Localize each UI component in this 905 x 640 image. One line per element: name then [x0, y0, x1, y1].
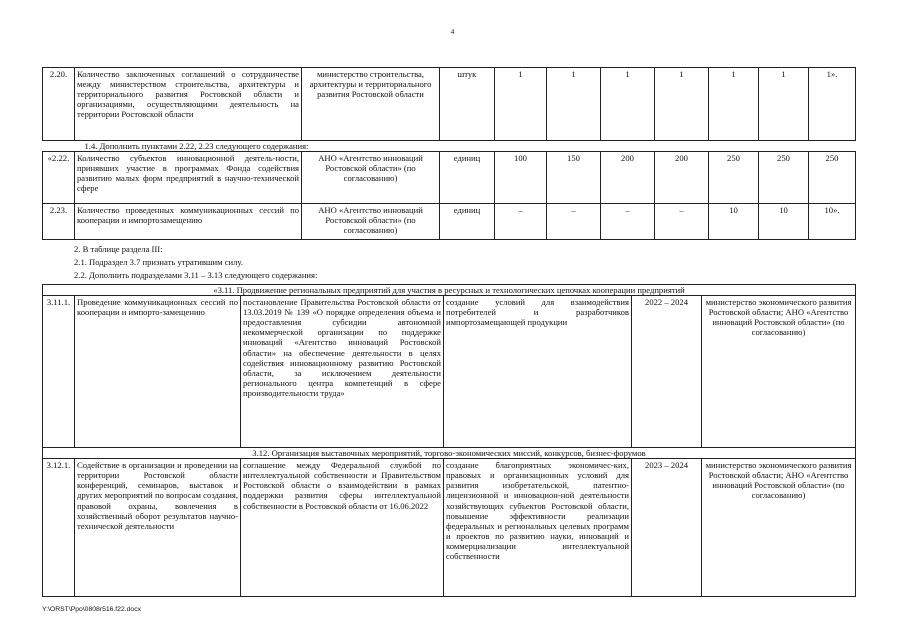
value-cell: – — [655, 204, 709, 240]
row-number: «2.22. — [43, 152, 75, 204]
intro-text: 1.4. Дополнить пунктами 2.22, 2.23 следующего содержания: — [43, 141, 856, 152]
unit: штук — [440, 68, 495, 141]
value-cell: – — [495, 204, 547, 240]
executor: министерство экономического развития Ростовской области; АНО «Агентство инноваций Ростовской области» (по согласованию) — [702, 459, 856, 597]
indicator-name: Количество заключенных соглашений о сотрудничестве между министерством строительства, архитектуры и территориального развития Ростовской области и организациями, осуществляющими деятельность на территории Ростовской области — [75, 68, 302, 141]
basis: соглашение между Федеральной службой по интеллектуальной собственности и Правительством Ростовской области о взаимодействии в рамках поддержки развития сферы интеллектуальной собственности в Ростовской области от 16.06.2022 — [241, 459, 444, 597]
value-cell: 200 — [601, 152, 655, 204]
indicator-name: Количество субъектов инновационной деятель-ности, принявших участие в программах Фонда содействия развитию малых форм предприятий в научно-технической сфере — [75, 152, 302, 204]
row-number: 2.23. — [43, 204, 75, 240]
measure-name: Содействие в организации и проведении на территории Ростовской области конференций, семинаров, выставок и других мероприятий по вопросам создания, правовой охраны, вовлечения в хозяйственный оборот результатов научно-технической деятельности — [75, 459, 241, 597]
value-cell: 1 — [495, 68, 547, 141]
value-cell: 10». — [809, 204, 856, 240]
paragraph: 2. В таблице раздела III: — [74, 244, 163, 254]
measures-table — [42, 284, 856, 597]
section-row — [43, 448, 856, 459]
value-cell: 100 — [495, 152, 547, 204]
table-row-2-20 — [43, 68, 856, 141]
value-cell: 1 — [601, 68, 655, 141]
executor: министерство экономического развития Ростовской области; АНО «Агентство инноваций Ростовской области» (по согласованию) — [702, 296, 856, 448]
value-cell: 10 — [709, 204, 759, 240]
unit: единиц — [440, 152, 495, 204]
table-row-2-22 — [43, 152, 856, 204]
value-cell: 250 — [759, 152, 809, 204]
result: создание благоприятных экономичес-ких, правовых и организационных условий для развития изобретательской, патентно-лицензионной и инновацион-ной деятельности хозяйствующих субъектов Ростовской области, повышение эффективности реализации федеральных и региональных целевых программ и проектов по развитию науки, инноваций и коммерциализации интеллектуальной собственности — [444, 459, 632, 597]
row-number: 3.11.1. — [43, 296, 75, 448]
page-number: 4 — [450, 28, 455, 36]
row-number: 2.20. — [43, 68, 75, 141]
intro-row — [43, 141, 856, 152]
measure-name: Проведение коммуникационных сессий по кооперации и импорто-замещению — [75, 296, 241, 448]
value-cell: 10 — [759, 204, 809, 240]
paragraph: 2.2. Дополнить подразделами 3.11 – 3.13 следующего содержания: — [74, 270, 318, 280]
value-cell: 1 — [655, 68, 709, 141]
value-cell: – — [547, 204, 601, 240]
executor: министерство строительства, архитектуры и территориального развития Ростовской области — [302, 68, 440, 141]
table-row-2-23 — [43, 204, 856, 240]
section-title: 3.12. Организация выставочных мероприятий, торгово-экономических миссий, конкурсов, бизнес-форумов — [43, 448, 856, 459]
value-cell: 150 — [547, 152, 601, 204]
value-cell: 1». — [809, 68, 856, 141]
value-cell: 1 — [547, 68, 601, 141]
section-title: «3.11. Продвижение региональных предприятий для участия в ресурсных и технологических цепочках кооперации предприятий — [43, 285, 856, 296]
result: создание условий для взаимодействия потребителей и разработчиков импортозамещающей продукции — [444, 296, 632, 448]
value-cell: 1 — [709, 68, 759, 141]
value-cell: 1 — [759, 68, 809, 141]
value-cell: 200 — [655, 152, 709, 204]
unit: единиц — [440, 204, 495, 240]
value-cell: – — [601, 204, 655, 240]
basis: постановление Правительства Ростовской области от 13.03.2019 № 139 «О порядке определения объема и предоставления субсидии автономной некоммерческой организации по поддержке инноваций «Агентство инноваций Ростовской области» на обеспечение деятельности в целях содействия инновационному развитию Ростовской области, за исключением деятельности регионального центра компетенций в сфере производительности труда» — [241, 296, 444, 448]
executor: АНО «Агентство инноваций Ростовской области» (по согласованию) — [302, 204, 440, 240]
row-number: 3.12.1. — [43, 459, 75, 597]
indicator-name: Количество проведенных коммуникационных сессий по кооперации и импортозамещению — [75, 204, 302, 240]
table-row-3-11-1 — [43, 296, 856, 448]
value-cell: 250 — [709, 152, 759, 204]
period: 2023 – 2024 — [632, 459, 702, 597]
file-path-footer: Y:\ORST\Ppo\0808r516.f22.docx — [42, 606, 141, 613]
period: 2022 – 2024 — [632, 296, 702, 448]
indicators-table — [42, 67, 856, 240]
table-row-3-12-1 — [43, 459, 856, 597]
value-cell: 250 — [809, 152, 856, 204]
paragraph: 2.1. Подраздел 3.7 признать утратившим силу. — [74, 257, 243, 267]
executor: АНО «Агентство инноваций Ростовской области» (по согласованию) — [302, 152, 440, 204]
section-row — [43, 285, 856, 296]
